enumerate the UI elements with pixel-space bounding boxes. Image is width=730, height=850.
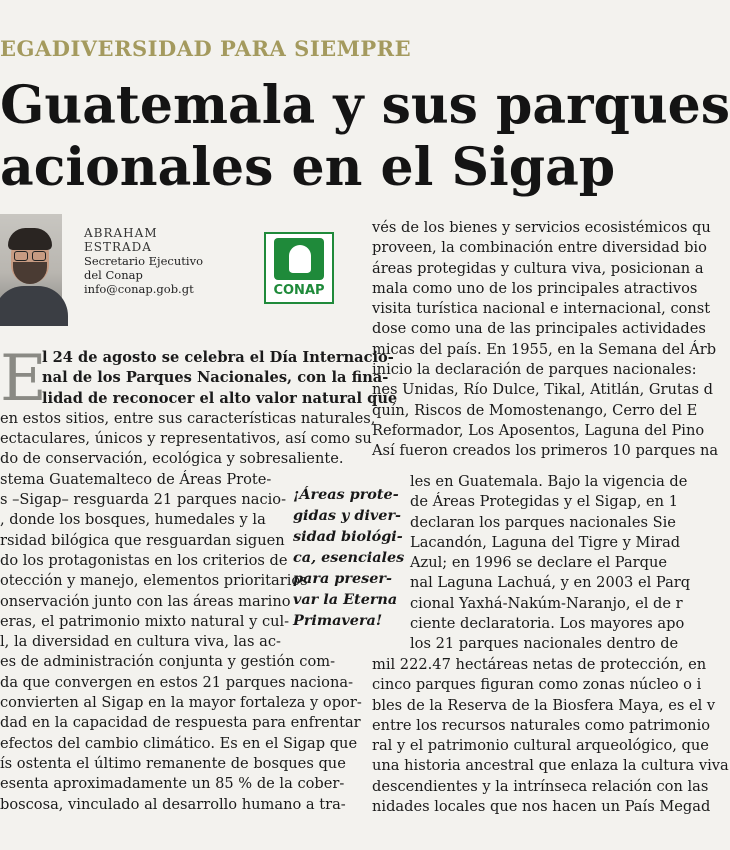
article-text-line: , donde los bosques, humedales y la xyxy=(0,511,266,529)
article-text-line: mala como uno de los principales atractivos xyxy=(372,279,698,297)
section-kicker: EGADIVERSIDAD PARA SIEMPRE xyxy=(0,36,412,61)
article-text-line: mil 222.47 hectáreas netas de protección, en xyxy=(372,656,707,673)
pull-quote-line: ¡Áreas prote- xyxy=(293,486,399,503)
article-text-line: l, la diversidad en cultura viva, las ac- xyxy=(0,633,281,651)
author-role-line-2: del Conap xyxy=(84,268,143,282)
article-text-line: entre los recursos naturales como patrimonio xyxy=(372,716,711,734)
article-text-line: convierten al Sigap en la mayor fortaleza y opor- xyxy=(0,694,362,712)
article-text-line: vés de los bienes y servicios ecosistémicos qu xyxy=(372,219,711,236)
article-text-line: Lacandón, Laguna del Tigre y Mirad xyxy=(410,533,681,551)
article-text-line: los 21 parques nacionales dentro de xyxy=(410,635,679,653)
article-column-2 xyxy=(372,218,719,462)
article-text-line: rsidad bilógica que resguardan siguen xyxy=(0,531,285,549)
article-text-line: micas del país. En 1955, en la Semana del Árb xyxy=(372,340,717,358)
article-text-line: ís ostenta el último remanente de bosques que xyxy=(0,754,346,772)
article-text-line: nal de los Parques Nacionales, con la fina- xyxy=(42,369,389,387)
article-text-line: nidades locales que nos hacen un País Megad xyxy=(372,798,711,816)
logo-text: CONAP xyxy=(273,283,325,298)
article-text-line: inicio la declaración de parques nacionales: xyxy=(372,361,697,379)
article-text-line: boscosa, vinculado al desarrollo humano a tra- xyxy=(0,795,346,813)
article-text-line: da que convergen en estos 21 parques naciona- xyxy=(0,673,354,691)
article-text-line: visita turística nacional e internacional, const xyxy=(372,300,711,318)
article-text-line: en estos sitios, entre sus características naturales, xyxy=(0,409,376,427)
article-text-line: proveen, la combinación entre diversidad bio xyxy=(372,239,707,257)
article-text-line: ectaculares, únicos y representativos, así como su xyxy=(0,430,372,448)
pull-quote-line: Primavera! xyxy=(293,612,383,629)
article-text-line: cinco parques figuran como zonas núcleo o i xyxy=(372,676,702,694)
article-text-line: esenta aproximadamente un 85 % de la cober- xyxy=(0,775,345,793)
headline-line-2: acionales en el Sigap xyxy=(0,137,616,198)
article-text-line: eras, el patrimonio mixto natural y cul- xyxy=(0,612,290,630)
article-text-line: lidad de reconocer el alto valor natural que xyxy=(42,389,398,407)
article-text-line: de Áreas Protegidas y el Sigap, en 1 xyxy=(410,493,678,511)
pull-quote xyxy=(293,484,405,631)
article-text-line: Reformador, Los Aposentos, Laguna del Pino xyxy=(372,421,705,439)
article-text-line: nes Unidas, Río Dulce, Tikal, Atitlán, Grutas d xyxy=(372,381,713,399)
article-column-3 xyxy=(410,472,700,655)
article-text-line: dad en la capacidad de respuesta para enfrentar xyxy=(0,714,361,732)
article-text-line: les en Guatemala. Bajo la vigencia de xyxy=(410,473,688,490)
article-text-line: ciente declaratoria. Los mayores apo xyxy=(410,615,685,633)
article-text-line: es de administración conjunta y gestión com- xyxy=(0,653,336,671)
author-email[interactable]: info@conap.gob.gt xyxy=(84,282,194,296)
article-text-line: otección y manejo, elementos prioritarios xyxy=(0,572,308,590)
drop-cap: E xyxy=(0,342,47,416)
article-text-line: do los protagonistas en los criterios de xyxy=(0,551,288,569)
article-text-line: cional Yaxhá-Nakúm-Naranjo, el de r xyxy=(410,594,683,612)
article-text-line: ral y el patrimonio cultural arqueológico, que xyxy=(372,737,709,755)
article-text-line: descendientes y la intrínseca relación con las xyxy=(372,777,709,795)
article-text-line: l 24 de agosto se celebra el Día Internacio- xyxy=(42,349,394,366)
author-byline xyxy=(84,226,214,296)
article-text-line: dose como una de las principales actividades xyxy=(372,320,706,338)
article-text-line: Azul; en 1996 se declare el Parque xyxy=(410,554,668,572)
pull-quote-line: var la Eterna xyxy=(293,591,398,608)
monkey-emblem-icon xyxy=(274,238,324,280)
article-column-4 xyxy=(372,655,729,817)
article-text-line: efectos del cambio climático. Es en el Sigap que xyxy=(0,734,358,752)
article-text-line: una historia ancestral que enlaza la cultura viva xyxy=(372,757,729,775)
headline-line-1: Guatemala y sus parques xyxy=(0,75,730,136)
article-text-line: onservación junto con las áreas marino xyxy=(0,592,291,610)
article-text-line: s –Sigap– resguarda 21 parques nacio- xyxy=(0,491,287,509)
conap-logo xyxy=(264,232,334,304)
article-text-line: do de conservación, ecológica y sobresaliente. xyxy=(0,450,344,468)
pull-quote-line: gidas y diver- xyxy=(293,507,401,524)
article-text-line: quín, Riscos de Momostenango, Cerro del E xyxy=(372,401,698,419)
author-photo xyxy=(0,214,62,312)
pull-quote-line: ca, esenciales xyxy=(293,549,405,566)
author-name-last: ESTRADA xyxy=(84,240,152,254)
article-text-line: Así fueron creados los primeros 10 parques na xyxy=(372,442,719,460)
article-text-line: stema Guatemalteco de Áreas Prote- xyxy=(0,470,272,488)
author-name-first: ABRAHAM xyxy=(84,226,158,240)
pull-quote-line: para preser- xyxy=(293,570,392,587)
headline xyxy=(0,75,730,200)
article-text-line: áreas protegidas y cultura viva, posicionan a xyxy=(372,259,704,277)
article-text-line: declaran los parques nacionales Sie xyxy=(410,513,676,531)
author-role-line-1: Secretario Ejecutivo xyxy=(84,254,203,268)
pull-quote-line: sidad biológi- xyxy=(293,528,403,545)
article-text-line: nal Laguna Lachuá, y en 2003 el Parq xyxy=(410,574,691,592)
article-text-line: bles de la Reserva de la Biosfera Maya, es el v xyxy=(372,696,716,714)
